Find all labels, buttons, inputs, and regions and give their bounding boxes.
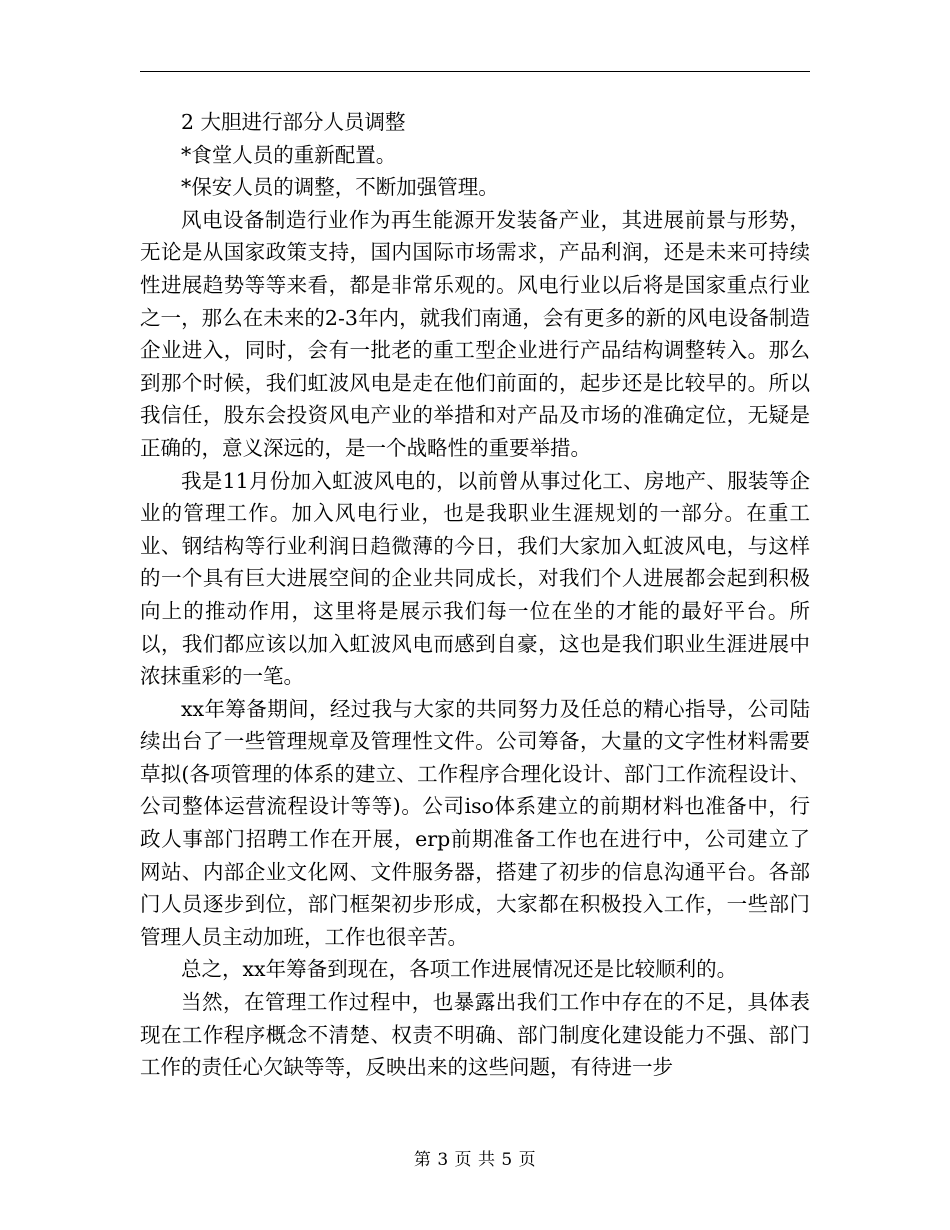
body-paragraph: 我是11月份加入虹波风电的，以前曾从事过化工、房地产、服装等企业的管理工作。加入风电行业，也是我职业生涯规划的一部分。在重工业、钢结构等行业利润日趋微薄的今日，我们大家加入虹波风电，与这样的一个具有巨大进展空间的企业共同成长，对我们个人进展都会起到积极向上的推动作用，这里将是展示我们每一位在坐的才能的最好平台。所以，我们都应该以加入虹波风电而感到自豪，这也是我们职业生涯进展中浓抹重彩的一笔。 xyxy=(140,468,810,689)
body-paragraph: 风电设备制造行业作为再生能源开发装备产业，其进展前景与形势，无论是从国家政策支持，国内国际市场需求，产品利润，还是未来可持续性进展趋势等等来看，都是非常乐观的。风电行业以后将是国家重点行业之一，那么在未来的2-3年内，就我们南通，会有更多的新的风电设备制造企业进入，同时，会有一批老的重工型企业进行产品结构调整转入。那么到那个时候，我们虹波风电是走在他们前面的，起步还是比较早的。所以我信任，股东会投资风电产业的举措和对产品及市场的准确定位，无疑是正确的，意义深远的，是一个战略性的重要举措。 xyxy=(140,207,810,460)
body-paragraph: 总之，xx年筹备到现在，各项工作进展情况还是比较顺利的。 xyxy=(181,957,738,982)
header-rule xyxy=(140,71,810,72)
list-item: *保安人员的调整，不断加强管理。 xyxy=(181,175,499,200)
page-number: 第 3 页 共 5 页 xyxy=(413,1150,537,1170)
document-body xyxy=(140,106,810,1084)
body-paragraph: xx年筹备期间，经过我与大家的共同努力及任总的精心指导，公司陆续出台了一些管理规章及管理性文件。公司筹备，大量的文字性材料需要草拟(各项管理的体系的建立、工作程序合理化设计、部门工作流程设计、公司整体运营流程设计等等)。公司iso体系建立的前期材料也准备中，行政人事部门招聘工作在开展，erp前期准备工作也在进行中，公司建立了网站、内部企业文化网、文件服务器，搭建了初步的信息沟通平台。各部门人员逐步到位，部门框架初步形成，大家都在积极投入工作，一些部门管理人员主动加班，工作也很辛苦。 xyxy=(140,696,810,949)
section-heading: 2 大胆进行部分人员调整 xyxy=(181,110,406,134)
list-item: *食堂人员的重新配置。 xyxy=(181,142,397,167)
body-paragraph: 当然，在管理工作过程中，也暴露出我们工作中存在的不足，具体表现在工作程序概念不清楚、权责不明确、部门制度化建设能力不强、部门工作的责任心欠缺等等，反映出来的这些问题，有待进一步 xyxy=(140,990,810,1080)
